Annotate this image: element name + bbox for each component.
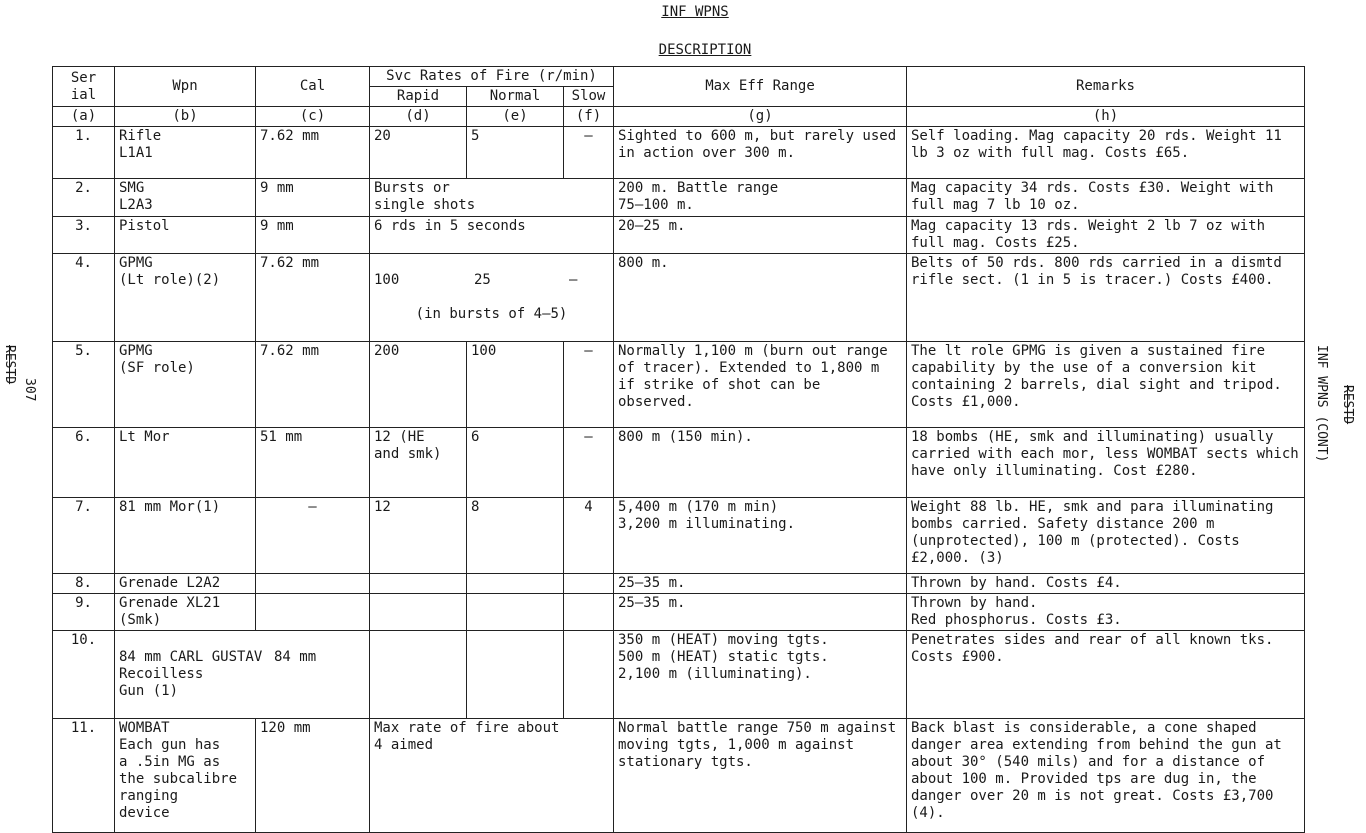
cal-cell: 7.62 mm [256,127,370,179]
slow-cell [564,594,614,631]
range-cell: 200 m. Battle range 75–100 m. [614,179,907,217]
wpn-cell: Pistol [115,217,256,254]
rapid-cell: 20 [370,127,467,179]
cal-cell: – [256,498,370,574]
code-h: (h) [907,107,1305,127]
normal-cell [467,594,564,631]
normal-value: 25 [474,272,491,288]
weapons-table [52,66,1305,833]
serial-cell: 2. [53,179,115,217]
serial-cell: 11. [53,719,115,833]
col-rapid-header: Rapid [370,87,467,107]
slow-cell: – [564,342,614,428]
normal-cell [467,631,564,719]
normal-cell: 8 [467,498,564,574]
col-normal-header: Normal [467,87,564,107]
range-cell: 800 m. [614,254,907,342]
serial-cell: 4. [53,254,115,342]
col-slow-header: Slow [564,87,614,107]
table-row [53,428,1305,498]
rates-note: (in bursts of 4–5) [415,306,568,322]
range-cell: 25–35 m. [614,594,907,631]
normal-cell: 100 [467,342,564,428]
rates-cell [370,254,614,342]
slow-cell [564,631,614,719]
range-cell: 350 m (HEAT) moving tgts. 500 m (HEAT) static tgts. 2,100 m (illuminating). [614,631,907,719]
code-c: (c) [256,107,370,127]
serial-cell: 3. [53,217,115,254]
range-cell: 20–25 m. [614,217,907,254]
wpn-cell [115,631,370,719]
table-row [53,342,1305,428]
cal-cell: 7.62 mm [256,254,370,342]
remarks-cell: Back blast is considerable, a cone shaped danger area extending from behind the gun at about 30° (540 mils) and for a distance of about 100 m. Provided tps are dug in, the danger over 20 m is not great. Costs £3,700 (4). [907,719,1305,833]
remarks-cell: Mag capacity 34 rds. Costs £30. Weight with full mag 7 lb 10 oz. [907,179,1305,217]
rates-cell: 6 rds in 5 seconds [370,217,614,254]
range-cell: 25–35 m. [614,574,907,594]
wpn-cell: SMG L2A3 [115,179,256,217]
remarks-cell: Weight 88 lb. HE, smk and para illuminating bombs carried. Safety distance 200 m (unprotected), 100 m (protected). Costs £2,000. (3) [907,498,1305,574]
remarks-cell: Self loading. Mag capacity 20 rds. Weight 11 lb 3 oz with full mag. Costs £65. [907,127,1305,179]
slow-cell: – [564,428,614,498]
table-row [53,594,1305,631]
serial-cell: 6. [53,428,115,498]
serial-cell: 9. [53,594,115,631]
normal-cell: 5 [467,127,564,179]
table-row [53,179,1305,217]
slow-cell [564,574,614,594]
page-number: 307 [22,378,37,402]
col-range-header: Max Eff Range [614,67,907,107]
cal-cell [256,574,370,594]
code-e: (e) [467,107,564,127]
cal-cell [256,594,370,631]
wpn-value: 84 mm CARL GUSTAV Recoilless Gun (1) [119,649,263,699]
serial-cell: 5. [53,342,115,428]
cal-cell: 9 mm [256,217,370,254]
wpn-cell: Grenade L2A2 [115,574,256,594]
range-cell: Sighted to 600 m, but rarely used in action over 300 m. [614,127,907,179]
wpn-cell: WOMBAT Each gun has a .5in MG as the subcalibre ranging device [115,719,256,833]
normal-cell: 6 [467,428,564,498]
serial-cell: 10. [53,631,115,719]
code-row [53,107,1305,127]
rates-cell: Max rate of fire about 4 aimed [370,719,614,833]
page-subtitle: DESCRIPTION [658,42,752,58]
normal-cell [467,574,564,594]
header-row [53,67,1305,87]
wpn-cell: Grenade XL21 (Smk) [115,594,256,631]
wpn-cell: GPMG (Lt role)(2) [115,254,256,342]
cal-cell: 9 mm [256,179,370,217]
table-row [53,574,1305,594]
rapid-cell [370,631,467,719]
rapid-cell [370,594,467,631]
cal-value: 84 mm [274,649,317,665]
range-cell: 5,400 m (170 m min) 3,200 m illuminating. [614,498,907,574]
code-b: (b) [115,107,256,127]
rates-values [374,272,609,289]
table-row [53,217,1305,254]
slow-cell: – [564,127,614,179]
page-title: INF WPNS [661,4,729,20]
col-wpn-header: Wpn [115,67,256,107]
cal-cell: 7.62 mm [256,342,370,428]
col-rates-header: Svc Rates of Fire (r/min) [370,67,614,87]
right-margin-continuation: INF WPNS (CONT) [1314,345,1329,463]
serial-cell: 7. [53,498,115,574]
rapid-cell: 12 [370,498,467,574]
range-cell: Normally 1,100 m (burn out range of tracer). Extended to 1,800 m if strike of shot can be observed. [614,342,907,428]
col-remarks-header: Remarks [907,67,1305,107]
remarks-cell: Belts of 50 rds. 800 rds carried in a dismtd rifle sect. (1 in 5 is tracer.) Costs £400. [907,254,1305,342]
remarks-cell: The lt role GPMG is given a sustained fire capability by the use of a conversion kit containing 2 barrels, dial sight and tripod. Costs £1,000. [907,342,1305,428]
wpn-cal-group [119,649,365,700]
rapid-cell [370,574,467,594]
remarks-cell: Mag capacity 13 rds. Weight 2 lb 7 oz with full mag. Costs £25. [907,217,1305,254]
wpn-cell: Lt Mor [115,428,256,498]
cal-cell: 120 mm [256,719,370,833]
code-d: (d) [370,107,467,127]
slow-value: – [569,272,578,288]
remarks-cell: Penetrates sides and rear of all known tks. Costs £900. [907,631,1305,719]
table-row [53,719,1305,833]
table-row [53,127,1305,179]
range-cell: 800 m (150 min). [614,428,907,498]
wpn-cell: Rifle L1A1 [115,127,256,179]
rapid-value: 100 [374,272,400,288]
left-margin-classification: RESTD [2,345,17,385]
remarks-cell: 18 bombs (HE, smk and illuminating) usually carried with each mor, less WOMBAT sects which have only illuminating. Cost £280. [907,428,1305,498]
rapid-cell: 12 (HE and smk) [370,428,467,498]
right-margin-classification: RESTD [1340,385,1355,425]
col-cal-header: Cal [256,67,370,107]
range-cell: Normal battle range 750 m against moving tgts, 1,000 m against stationary tgts. [614,719,907,833]
code-g: (g) [614,107,907,127]
code-a: (a) [53,107,115,127]
wpn-cell: 81 mm Mor(1) [115,498,256,574]
remarks-cell: Thrown by hand. Red phosphorus. Costs £3. [907,594,1305,631]
rapid-cell: 200 [370,342,467,428]
table-row [53,254,1305,342]
table-row [53,631,1305,719]
serial-cell: 1. [53,127,115,179]
remarks-cell: Thrown by hand. Costs £4. [907,574,1305,594]
wpn-cell: GPMG (SF role) [115,342,256,428]
col-serial-header: Ser ial [53,67,115,107]
table-row [53,498,1305,574]
serial-cell: 8. [53,574,115,594]
slow-cell: 4 [564,498,614,574]
code-f: (f) [564,107,614,127]
rates-cell: Bursts or single shots [370,179,614,217]
cal-cell: 51 mm [256,428,370,498]
